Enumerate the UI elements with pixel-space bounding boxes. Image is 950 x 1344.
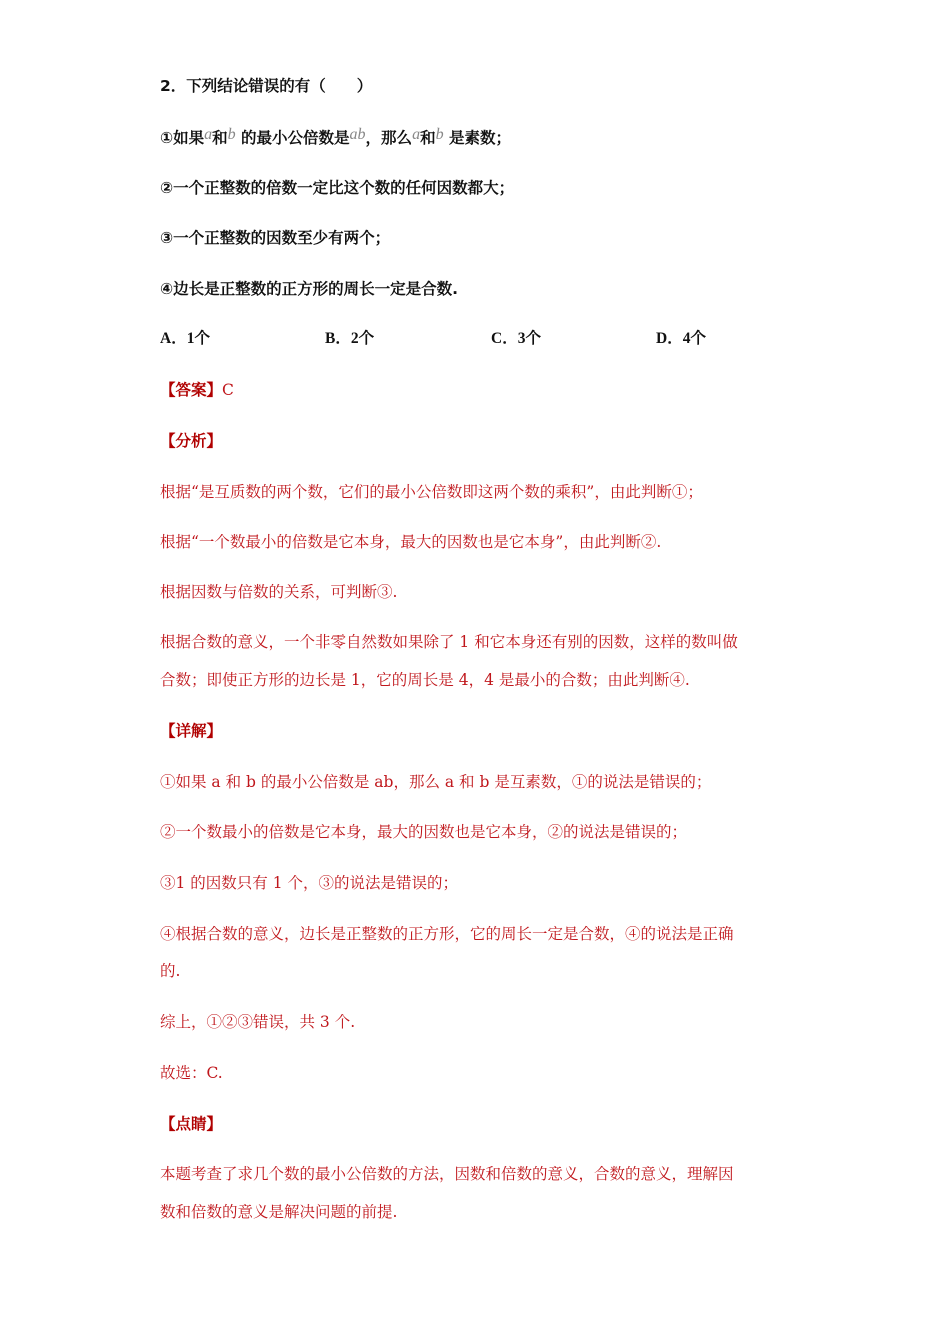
detail-line: ③1 的因数只有 1 个，③的说法是错误的； xyxy=(160,874,459,892)
detail-line: ②一个数最小的倍数是它本身，最大的因数也是它本身，②的说法是错误的； xyxy=(160,823,688,841)
question-number: 2． xyxy=(160,77,187,95)
detail-line: ④根据合数的意义，边长是正整数的正方形，它的周长一定是合数，④的说法是正确 xyxy=(160,925,734,943)
statement-3: ③一个正整数的因数至少有两个； xyxy=(160,229,391,247)
detail-line: ①如果 a 和 b 的最小公倍数是 ab，那么 a 和 b 是互素数，①的说法是错误的； xyxy=(160,773,712,791)
detail-heading xyxy=(160,721,222,741)
question-stem: 下列结论错误的有（ ） xyxy=(186,77,373,95)
analysis-line: 根据因数与倍数的关系，可判断③. xyxy=(160,583,398,601)
statement-1-and: 和 xyxy=(420,129,436,147)
math-var-b: b xyxy=(227,126,236,143)
detail-heading-text: 【详解】 xyxy=(160,721,223,740)
comment-heading xyxy=(160,1114,222,1134)
analysis-line: 根据合数的意义，一个非零自然数如果除了 1 和它本身还有别的因数，这样的数叫做 xyxy=(160,633,738,651)
analysis-heading-text: 【分析】 xyxy=(160,431,223,450)
detail-line: 故选：C. xyxy=(160,1064,223,1082)
comment-line: 数和倍数的意义是解决问题的前提. xyxy=(160,1203,398,1221)
math-var-ab: ab xyxy=(349,126,366,143)
detail-line: 的. xyxy=(160,962,181,980)
answer-value: C xyxy=(222,381,234,399)
answer-heading: 【答案】 xyxy=(160,380,223,399)
statement-1-and: 和 xyxy=(212,129,228,147)
statement-1-mid: 的最小公倍数是 xyxy=(235,129,350,147)
statement-1-suffix: 是素数； xyxy=(443,129,511,147)
option-d: D．4个 xyxy=(656,330,706,347)
analysis-heading xyxy=(160,431,222,451)
math-var-a: a xyxy=(412,126,421,143)
detail-line: 综上，①②③错误，共 3 个. xyxy=(160,1013,356,1031)
analysis-line: 根据“是互质数的两个数，它们的最小公倍数即这两个数的乘积”，由此判断①； xyxy=(160,483,703,501)
statement-1 xyxy=(160,128,511,149)
question-title xyxy=(160,76,372,96)
statement-4: ④边长是正整数的正方形的周长一定是合数. xyxy=(160,280,459,298)
option-c: C．3个 xyxy=(491,330,541,347)
statement-2: ②一个正整数的倍数一定比这个数的任何因数都大； xyxy=(160,179,515,197)
statement-1-mid2: ，那么 xyxy=(365,129,413,147)
math-var-a: a xyxy=(204,126,213,143)
comment-line: 本题考查了求几个数的最小公倍数的方法，因数和倍数的意义，合数的意义，理解因 xyxy=(160,1165,734,1183)
analysis-line: 根据“一个数最小的倍数是它本身，最大的因数也是它本身”，由此判断②. xyxy=(160,533,662,551)
option-b: B．2个 xyxy=(325,330,375,347)
math-var-b: b xyxy=(435,126,444,143)
option-a: A．1个 xyxy=(160,330,210,347)
analysis-line: 合数；即使正方形的边长是 1，它的周长是 4，4 是最小的合数；由此判断④. xyxy=(160,671,690,689)
statement-1-prefix: ①如果 xyxy=(160,129,205,147)
answer-line xyxy=(160,380,234,400)
comment-heading-text: 【点睛】 xyxy=(160,1114,223,1133)
